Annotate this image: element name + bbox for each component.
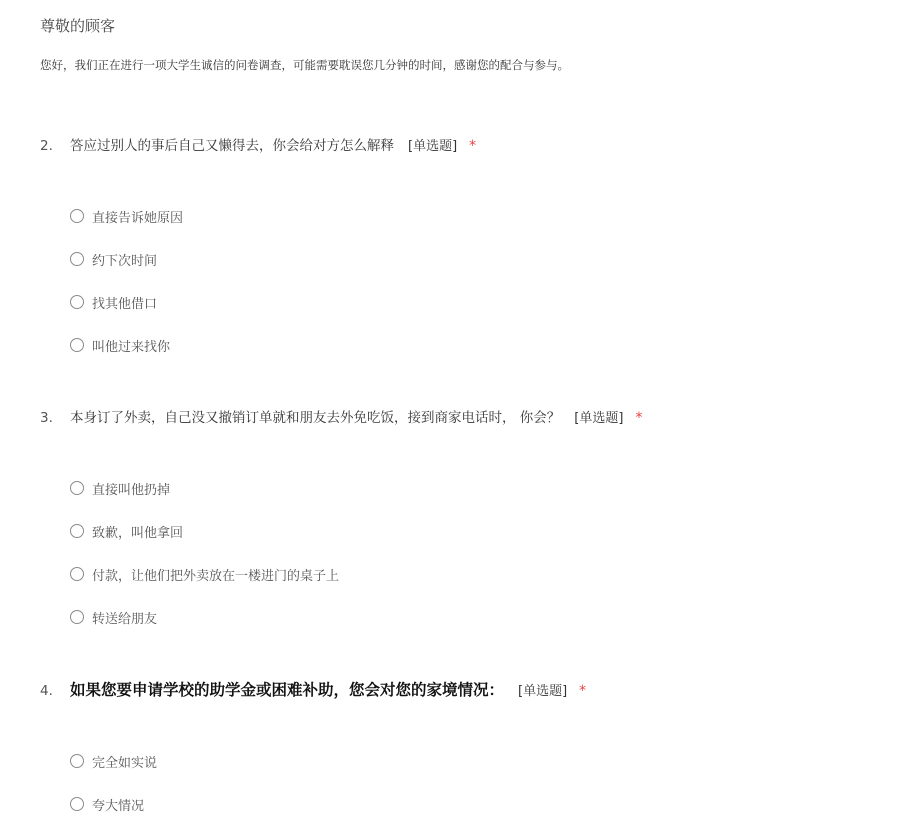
question-number: 2.: [40, 138, 53, 154]
radio-button[interactable]: [70, 797, 84, 811]
question-type-badge: [单选题]: [518, 684, 568, 699]
question-type-badge: [单选题]: [408, 139, 458, 154]
option-label: 付款，让他们把外卖放在一楼进门的桌子上: [92, 568, 340, 584]
question-text: 本身订了外卖，自己没又撤销订单就和朋友去外免吃饭，接到商家电话时， 你会？: [70, 410, 561, 426]
radio-button[interactable]: [70, 524, 84, 538]
option-label: 转送给朋友: [92, 611, 158, 627]
option-q3-2[interactable]: [70, 521, 183, 541]
radio-button[interactable]: [70, 754, 84, 768]
option-q2-1[interactable]: [70, 206, 183, 226]
question-title: [40, 680, 586, 702]
radio-button[interactable]: [70, 252, 84, 266]
required-marker: *: [579, 683, 587, 699]
option-label: 直接告诉她原因: [92, 210, 184, 226]
radio-button[interactable]: [70, 338, 84, 352]
question-text: 如果您要申请学校的助学金或困难补助，您会对您的家境情况：: [70, 681, 505, 699]
radio-button[interactable]: [70, 295, 84, 309]
option-q4-1[interactable]: [70, 751, 157, 771]
question-title: [40, 408, 642, 429]
question-number: 4.: [40, 683, 53, 699]
option-q4-2[interactable]: [70, 794, 144, 814]
option-q3-3[interactable]: [70, 564, 339, 584]
required-marker: *: [635, 410, 643, 426]
option-label: 致歉，叫他拿回: [92, 525, 184, 541]
option-label: 约下次时间: [92, 253, 158, 269]
survey-intro: 您好，我们正在进行一项大学生诚信的问卷调查，可能需要耽误您几分钟的时间，感谢您的配合与参与。: [40, 58, 569, 72]
radio-button[interactable]: [70, 209, 84, 223]
question-title: [40, 136, 476, 157]
option-label: 直接叫他扔掉: [92, 482, 171, 498]
option-q2-4[interactable]: [70, 335, 170, 355]
question-type-badge: [单选题]: [574, 411, 624, 426]
question-text: 答应过别人的事后自己又懒得去，你会给对方怎么解释: [70, 138, 394, 154]
option-q3-1[interactable]: [70, 478, 170, 498]
option-label: 叫他过来找你: [92, 339, 171, 355]
option-label: 夸大情况: [92, 798, 145, 814]
question-number: 3.: [40, 410, 53, 426]
greeting-title: 尊敬的顾客: [40, 17, 116, 35]
radio-button[interactable]: [70, 610, 84, 624]
option-label: 找其他借口: [92, 296, 158, 312]
option-q2-3[interactable]: [70, 292, 157, 312]
option-q2-2[interactable]: [70, 249, 157, 269]
option-label: 完全如实说: [92, 755, 158, 771]
option-q3-4[interactable]: [70, 607, 157, 627]
radio-button[interactable]: [70, 481, 84, 495]
radio-button[interactable]: [70, 567, 84, 581]
required-marker: *: [469, 138, 477, 154]
